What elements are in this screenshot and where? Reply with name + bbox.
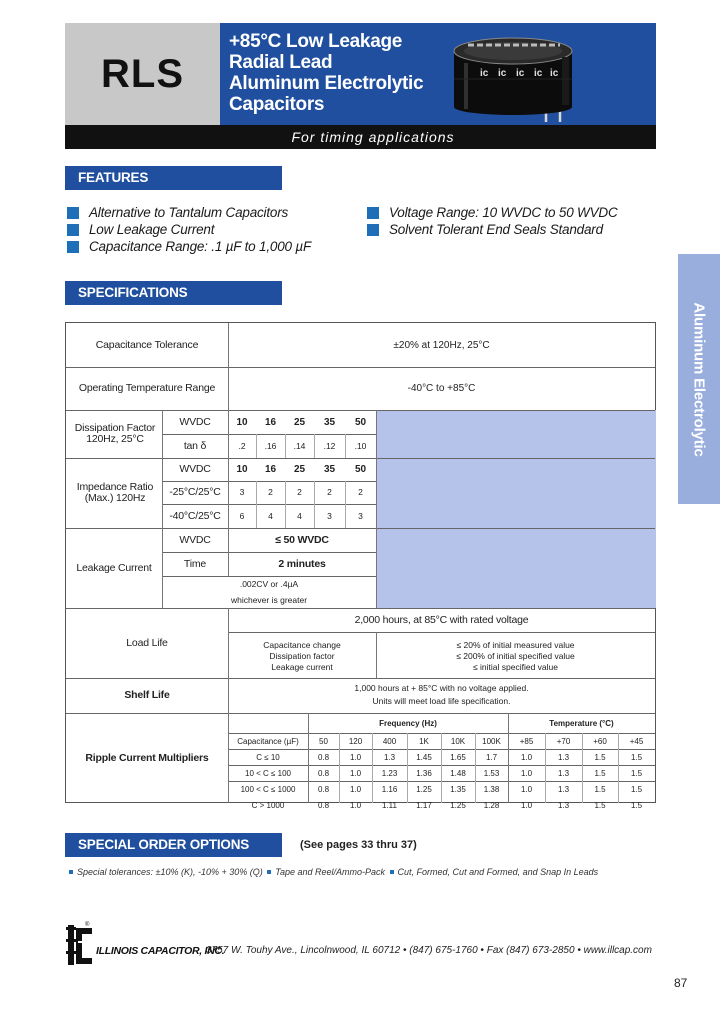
ripple-freq-value: 0.8 — [317, 784, 330, 794]
ripple-freq-value: 1.23 — [381, 768, 398, 778]
title-banner — [220, 23, 656, 125]
ripple-capacitance-cell: 100 < C ≤ 1000 — [240, 784, 296, 794]
ripple-temp-value: 1.0 — [520, 768, 533, 778]
ripple-temp-value: 1.3 — [557, 768, 570, 778]
ripple-freq-value: 1.0 — [349, 784, 362, 794]
bullet-square-icon — [67, 224, 79, 236]
ripple-freq-value: 1.16 — [381, 784, 398, 794]
ripple-freq-col-header: 10K — [450, 736, 466, 746]
df-tan-value: .2 — [238, 440, 246, 451]
df-wvdc-value: 50 — [354, 416, 367, 428]
ripple-freq-value: 0.8 — [317, 752, 330, 762]
ripple-temp-value: 1.5 — [630, 752, 643, 762]
bullet-square-icon — [67, 207, 79, 219]
imp-row2-value: 4 — [268, 510, 273, 521]
shelf-life-line-1: 1,000 hours at + 85°C with no voltage applied. — [354, 683, 529, 693]
leakage-formula-note: whichever is greater — [230, 594, 308, 605]
df-wvdc-label: WVDC — [179, 415, 211, 428]
dissipation-factor-label: Dissipation Factor 120Hz, 25°C — [74, 422, 156, 445]
ripple-temp-col-header: +60 — [593, 736, 607, 746]
ripple-freq-value: 1.36 — [416, 768, 432, 778]
ripple-freq-col-header: 1K — [419, 736, 429, 746]
title-line-1: +85°C Low Leakage — [229, 31, 403, 52]
ripple-freq-value: 1.48 — [450, 768, 466, 778]
side-tab-label-wrap — [678, 254, 720, 504]
leakage-wvdc-value: ≤ 50 WVDC — [275, 533, 329, 546]
image-marking-3: ic — [516, 68, 525, 79]
df-tan-value: .16 — [264, 440, 277, 451]
ripple-freq-col-header: 120 — [348, 736, 363, 746]
special-order-heading: SPECIAL ORDER OPTIONS — [65, 833, 282, 857]
ripple-capacitance-cell: 10 < C ≤ 100 — [245, 768, 291, 778]
bullet-dot-icon — [69, 870, 73, 874]
ripple-freq-value: 1.17 — [416, 800, 432, 810]
special-order-options — [67, 867, 598, 877]
subtitle: For timing applications — [291, 129, 455, 145]
df-tan-label: tan δ — [183, 439, 207, 452]
ripple-freq-col-header: 100K — [482, 736, 501, 746]
shelf-life-line-2: Units will meet load life specification. — [372, 696, 511, 706]
df-wvdc-value: 16 — [264, 416, 277, 428]
leakage-wvdc-label: WVDC — [179, 533, 211, 546]
ripple-temp-col-header: +45 — [629, 736, 644, 746]
image-marking-5: ic — [550, 68, 559, 79]
df-tan-value: .14 — [293, 440, 306, 451]
imp-row2-label: -40°C/25°C — [169, 509, 221, 522]
side-tab-label: Aluminum Electrolytic — [690, 301, 708, 457]
capacitance-tolerance-value: ±20% at 120Hz, 25°C — [393, 339, 490, 351]
ripple-freq-value: 1.11 — [382, 800, 397, 810]
ripple-capacitance-header: Capacitance (µF) — [237, 736, 299, 746]
imp-row1-value: 2 — [327, 487, 332, 497]
illinois-capacitor-logo — [66, 919, 94, 967]
imp-row1-value: 2 — [358, 487, 363, 497]
image-marking-1: ic — [480, 68, 489, 79]
feature-item: Capacitance Range: .1 µF to 1,000 µF — [67, 239, 311, 254]
load-life-limit: ≤ initial specified value — [473, 661, 558, 672]
company-name: ILLINOIS CAPACITOR, INC. — [96, 945, 225, 957]
ripple-freq-value: 1.0 — [349, 768, 362, 778]
load-life-param: Capacitance change — [263, 639, 341, 650]
special-order-option: Special tolerances: ±10% (K), -10% + 30% (Q) — [77, 867, 263, 877]
bullet-dot-icon — [390, 870, 394, 874]
imp-row2-value: 3 — [358, 510, 363, 521]
load-life-limit: ≤ 200% of initial specified value — [456, 650, 575, 661]
product-title — [229, 31, 459, 115]
operating-temperature-value: -40°C to +85°C — [407, 383, 476, 394]
shelf-life-label: Shelf Life — [124, 689, 170, 701]
load-life-header: 2,000 hours, at 85°C with rated voltage — [354, 613, 529, 626]
ripple-freq-value: 0.8 — [317, 768, 330, 778]
ripple-temp-col-header: +70 — [556, 736, 571, 746]
registered-mark: ® — [85, 922, 90, 928]
imp-row2-value: 6 — [239, 510, 245, 521]
ripple-frequency-header: Frequency (Hz) — [379, 718, 437, 728]
leakage-time-value: 2 minutes — [278, 557, 326, 570]
special-order-option: Cut, Formed, Cut and Formed, and Snap In Leads — [397, 867, 599, 877]
ripple-freq-value: 1.3 — [383, 752, 396, 762]
ripple-freq-value: 1.53 — [483, 768, 500, 778]
ripple-capacitance-cell: C ≤ 10 — [256, 752, 280, 762]
ripple-freq-value: 1.65 — [450, 752, 466, 762]
bullet-square-icon — [67, 241, 79, 253]
df-tan-value: .10 — [354, 440, 367, 451]
imp-wvdc-value: 25 — [293, 464, 306, 475]
ripple-freq-value: 1.38 — [483, 784, 500, 794]
imp-row1-value: 3 — [239, 487, 245, 497]
load-life-label: Load Life — [126, 636, 168, 649]
load-life-param: Dissipation factor — [269, 650, 335, 661]
capacitor-product-image — [450, 29, 590, 125]
impedance-ratio-label: Impedance Ratio (Max.) 120Hz — [76, 481, 154, 504]
empty-shaded-region — [376, 410, 656, 608]
page-number: 87 — [674, 976, 688, 990]
specifications-heading: SPECIFICATIONS — [65, 281, 282, 305]
imp-row1-value: 2 — [297, 487, 302, 497]
leakage-current-label: Leakage Current — [76, 561, 152, 574]
imp-row2-value: 3 — [327, 510, 332, 521]
ripple-temperature-header: Temperature (°C) — [549, 718, 614, 728]
imp-wvdc-value: 35 — [323, 464, 336, 475]
image-marking-4: ic — [534, 68, 543, 79]
feature-item: Voltage Range: 10 WVDC to 50 WVDC — [367, 205, 618, 220]
series-code: RLS — [101, 51, 184, 96]
specifications-table — [65, 322, 656, 810]
imp-row2-value: 4 — [297, 510, 302, 521]
ripple-temp-value: 1.5 — [630, 800, 643, 810]
imp-row1-label: -25°C/25°C — [169, 486, 221, 498]
feature-item: Alternative to Tantalum Capacitors — [67, 205, 288, 220]
imp-wvdc-value: 50 — [354, 464, 367, 475]
ripple-temp-value: 1.3 — [557, 752, 570, 762]
features-heading: FEATURES — [65, 166, 282, 190]
ripple-capacitance-cell: C > 1000 — [251, 800, 285, 810]
imp-wvdc-value: 16 — [264, 464, 277, 475]
bullet-square-icon — [367, 224, 379, 236]
ripple-temp-value: 1.5 — [594, 752, 606, 762]
imp-wvdc-label: WVDC — [179, 463, 211, 475]
title-line-3: Aluminum Electrolytic — [229, 73, 424, 94]
load-life-limit: ≤ 20% of initial measured value — [456, 639, 575, 650]
leakage-formula: .002CV or .4µA — [239, 578, 299, 589]
leakage-time-label: Time — [183, 557, 207, 570]
operating-temperature-label: Operating Temperature Range — [78, 382, 216, 394]
ripple-temp-value: 1.5 — [594, 784, 606, 794]
ripple-label: Ripple Current Multipliers — [85, 751, 209, 764]
feature-item: Solvent Tolerant End Seals Standard — [367, 222, 603, 237]
ripple-temp-value: 1.5 — [594, 800, 606, 810]
imp-wvdc-value: 10 — [236, 464, 248, 475]
title-line-4: Capacitors — [229, 94, 325, 115]
ripple-freq-value: 1.0 — [349, 800, 362, 810]
see-pages-note: (See pages 33 thru 37) — [300, 839, 417, 851]
title-line-2: Radial Lead — [229, 52, 333, 73]
imp-row1-value: 2 — [268, 487, 273, 497]
ripple-freq-value: 1.7 — [485, 752, 498, 762]
ripple-freq-value: 1.0 — [349, 752, 362, 762]
capacitance-tolerance-label: Capacitance Tolerance — [95, 338, 199, 351]
ripple-temp-col-header: +85 — [519, 736, 534, 746]
ripple-freq-col-header: 400 — [382, 736, 397, 746]
bullet-dot-icon — [267, 870, 271, 874]
ripple-temp-value: 1.0 — [520, 752, 533, 762]
ripple-freq-value: 1.28 — [483, 800, 500, 810]
bullet-square-icon — [367, 207, 379, 219]
ripple-temp-value: 1.3 — [557, 784, 570, 794]
df-tan-value: .12 — [323, 440, 336, 451]
load-life-param: Leakage current — [271, 661, 333, 672]
ripple-freq-value: 1.25 — [450, 800, 466, 810]
ripple-freq-value: 1.25 — [416, 784, 432, 794]
ripple-temp-value: 1.3 — [557, 800, 570, 810]
ripple-freq-value: 1.45 — [416, 752, 432, 762]
df-wvdc-value: 35 — [323, 416, 336, 428]
df-wvdc-value: 10 — [236, 416, 248, 428]
image-marking-2: ic — [498, 68, 507, 79]
feature-item: Low Leakage Current — [67, 222, 214, 237]
ripple-freq-col-header: 50 — [319, 736, 328, 746]
ripple-freq-value: 0.8 — [317, 800, 330, 810]
ripple-temp-value: 1.0 — [520, 784, 533, 794]
df-wvdc-value: 25 — [293, 416, 306, 428]
ripple-freq-value: 1.35 — [450, 784, 466, 794]
special-order-option: Tape and Reel/Ammo-Pack — [275, 867, 386, 877]
ripple-temp-value: 1.5 — [594, 768, 606, 778]
ripple-temp-value: 1.5 — [630, 768, 643, 778]
ripple-temp-value: 1.5 — [630, 784, 643, 794]
company-address: 3757 W. Touhy Ave., Lincolnwood, IL 60712 • (847) 675-1760 • Fax (847) 673-2850 • www.illcap.com — [206, 945, 652, 956]
ripple-temp-value: 1.0 — [520, 800, 533, 810]
